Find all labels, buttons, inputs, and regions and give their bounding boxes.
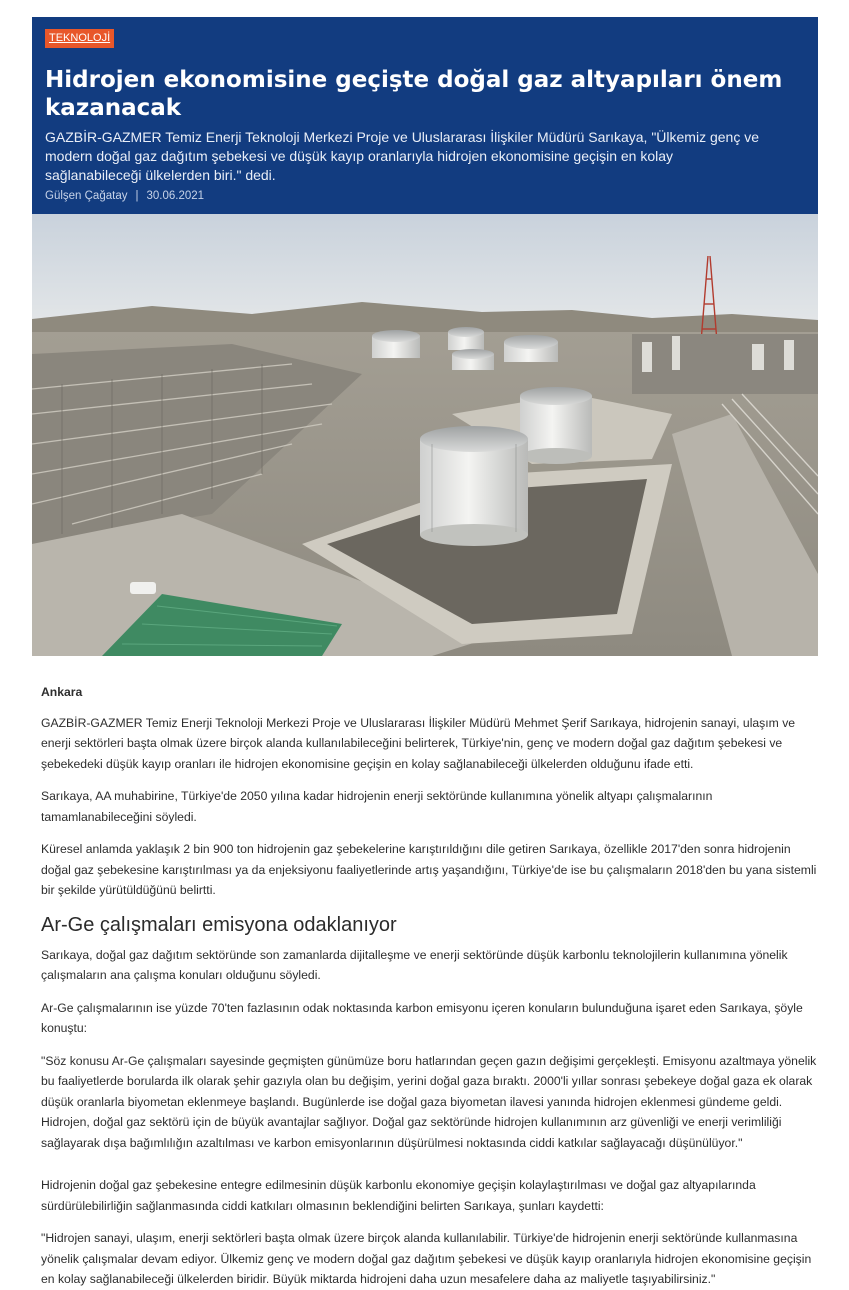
industrial-gas-plant-photo bbox=[32, 214, 818, 656]
paragraph-2: Sarıkaya, AA muhabirine, Türkiye'de 2050 yılına kadar hidrojenin enerji sektöründe kullanımına yönelik altyapı çalışmalarının tamamlanabileceğini söyledi. bbox=[41, 789, 713, 824]
category-tag[interactable]: TEKNOLOJİ bbox=[45, 29, 114, 48]
article-meta bbox=[45, 190, 204, 202]
paragraph-4: Sarıkaya, doğal gaz dağıtım sektöründe son zamanlarda dijitalleşme ve enerji sektöründe düşük karbonlu teknolojilerin kullanımına yönelik çalışmaların ana çalışma konuları olduğunu söyledi. bbox=[41, 947, 788, 982]
meta-separator: | bbox=[135, 190, 139, 202]
article-header bbox=[32, 17, 818, 214]
paragraph-1: GAZBİR-GAZMER Temiz Enerji Teknoloji Merkezi Proje ve Uluslararası İlişkiler Müdürü Mehmet Şerif Sarıkaya, hidrojenin sanayi, ulaşım ve enerji sektörleri başta olmak üzere birçok alanda kullanılabileceğini belirterek, Türkiye'nin, genç ve modern doğal gaz dağıtım şebekesi ve şebekedeki düşük kayıp oranları ile hidrojen ekonomisine geçişin en kolay sağlanabileceği ülkelerden olduğunu ifade etti. bbox=[41, 715, 796, 771]
section-subheading: Ar-Ge çalışmaları emisyona odaklanıyor bbox=[41, 913, 397, 936]
paragraph-7: Hidrojenin doğal gaz şebekesine entegre edilmesinin düşük karbonlu ekonomiye geçişin kolaylaştırılması ve doğal gaz altyapılarında sürdürülebilirliğin sağlanmasında ciddi katkıları olmasının beklendiğini belirten Sarıkaya, şunları kaydetti: bbox=[41, 1178, 756, 1213]
paragraph-3: Küresel anlamda yaklaşık 2 bin 900 ton hidrojenin gaz şebekelerine karıştırıldığını dile getiren Sarıkaya, özellikle 2017'den sonra hidrojenin doğal gaz şebekesine karıştırılması ya da enjeksiyonu faaliyetlerinde artış yaşandığını, Türkiye'de ise bu çalışmaların 2018'den bu yana sistemli bir şekilde yürütüldüğünü belirtti. bbox=[41, 842, 817, 897]
quote-paragraph-1: "Söz konusu Ar-Ge çalışmaları sayesinde geçmişten günümüze boru hatlarından geçen gazın değişimi gerçekleşti. Emisyonu azaltmaya yönelik bu faaliyetlerde borularda ilk olarak şehir gazıyla olan bu değişim, yerini doğal gaza bıraktı. 2000'li yıllar sonrası şebekeye doğal gaza ek olarak düşük oranlarla biyometan eklenmeye başlandı. Bugünlerde ise doğal gaza biyometan ilavesi yanında hidrojen eklenmesi gündeme geldi. Hidrojen, doğal gaz sektörü için de büyük avantajlar sağlıyor. Doğal gaz sektöründe hidrojen kullanımının arz güvenliği ve enerji verimliliği sağlayarak dışa bağımlılığın azaltılması ve karbon emisyonlarının düşürülmesi noktasında ciddi katkılar sağlayacağı düşünülüyor." bbox=[41, 1053, 817, 1150]
article-title: Hidrojen ekonomisine geçişte doğal gaz altyapıları önem kazanacak bbox=[45, 67, 783, 121]
location-label: Ankara bbox=[41, 685, 83, 699]
paragraph-5: Ar-Ge çalışmalarının ise yüzde 70'ten fazlasının odak noktasında karbon emisyonu içeren konuların bulunduğuna işaret eden Sarıkaya, şöyle konuştu: bbox=[41, 1000, 803, 1035]
article-summary: GAZBİR-GAZMER Temiz Enerji Teknoloji Merkezi Proje ve Uluslararası İlişkiler Müdürü Sarıkaya, "Ülkemiz genç ve modern doğal gaz dağıtım şebekesi ve düşük kayıp oranlarıyla hidrojen ekonomisine geçişin en kolay sağlanabileceği ülkelerden biri." dedi. bbox=[45, 129, 759, 183]
article-body bbox=[41, 682, 821, 1290]
quote-paragraph-2: "Hidrojen sanayi, ulaşım, enerji sektörleri başta olmak üzere birçok alanda kullanılabilir. Türkiye'de hidrojenin enerji sektöründe kullanmasına yönelik çalışmalar devam ediyor. Ülkemiz genç ve modern doğal gaz dağıtım şebekesi ve düşük kayıp oranlarıyla hidrojen ekonomisine geçişin en kolay sağlanabileceği ülkelerden biridir. Büyük miktarda hidrojeni daha uzun mesafelere daha az maliyetle taşıyabilirsiniz." bbox=[41, 1231, 812, 1286]
author-name: Gülşen Çağatay bbox=[45, 190, 128, 202]
publish-date: 30.06.2021 bbox=[146, 190, 205, 202]
